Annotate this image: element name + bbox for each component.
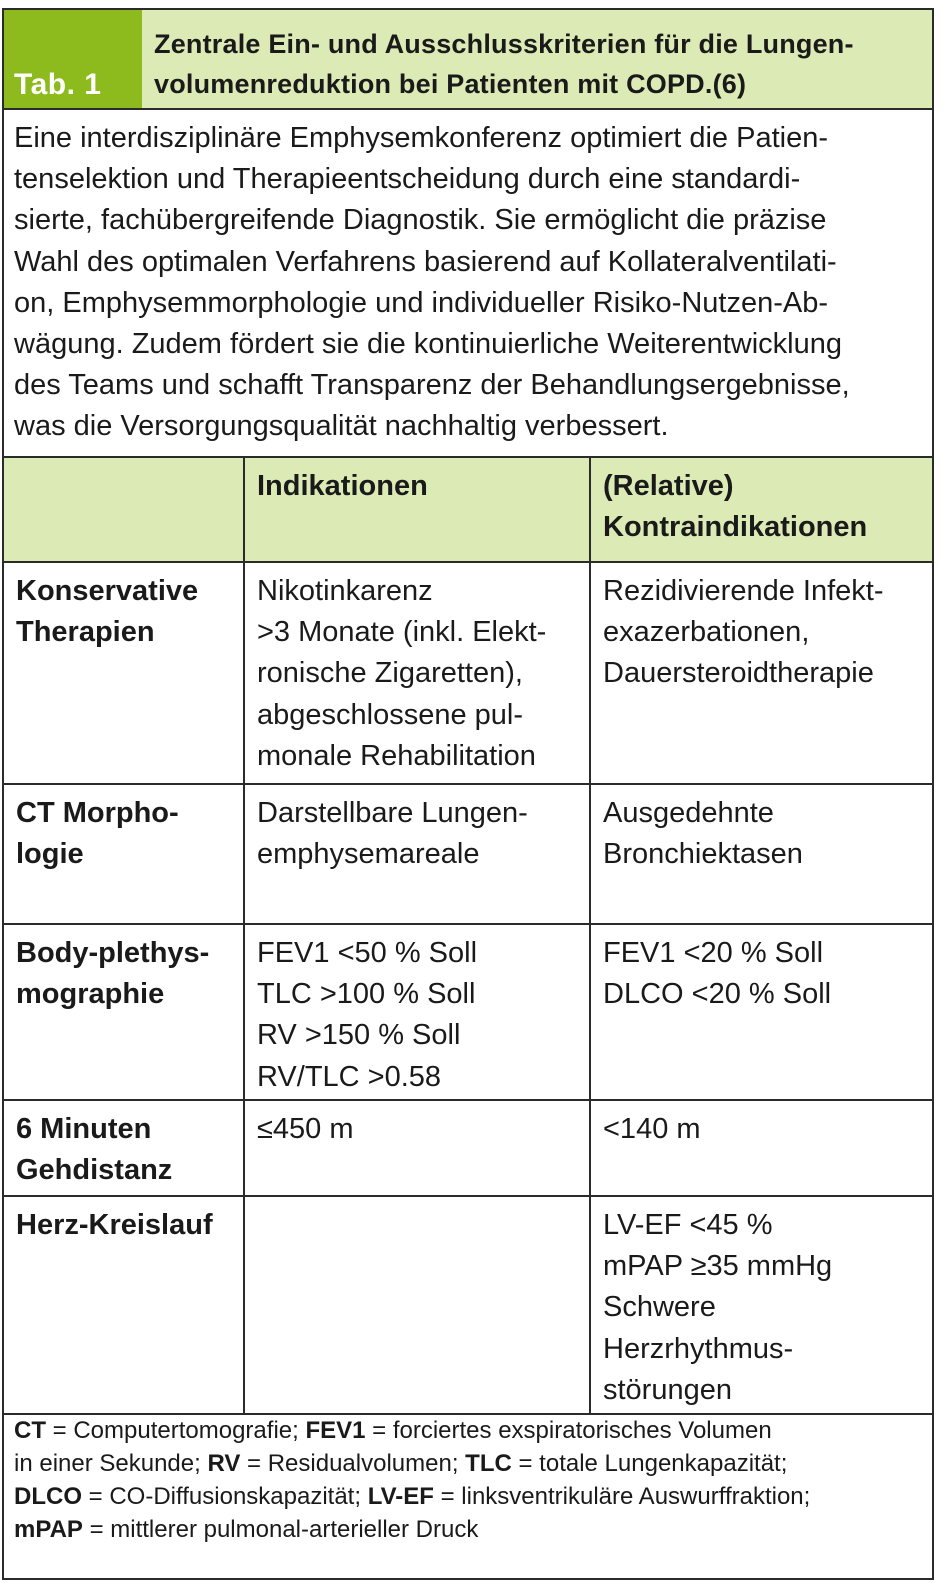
cell-line: Konservative [16,575,199,607]
abbreviation-term: TLC [465,1450,512,1477]
contraindications-cell [590,784,932,924]
footnote-line [14,1513,924,1546]
contraindications-cell [590,924,932,1100]
intro-line: was die Versorgungsqualität nachhaltig verbessert. [14,410,669,443]
criterion-cell [4,1196,244,1414]
intro-paragraph [4,108,932,458]
cell-line: Therapien [16,616,155,649]
cell-line: ronische Zigaretten), [257,657,523,690]
indications-cell [244,562,590,784]
cell-line: exazerbationen, [603,616,810,649]
intro-line: Wahl des optimalen Verfahrens basierend auf Kollateralventilati- [14,245,837,278]
intro-line: sierte, fachübergreifende Diagnostik. Sie ermöglicht die präzise [14,204,827,237]
cell-line: TLC >100 % Soll [257,978,476,1011]
cell-line: Herzrhythmus- [603,1332,794,1365]
abbreviation-definition: = linksventrikuläre Auswurffraktion; [433,1483,811,1510]
abbreviation-term: CT [14,1417,46,1444]
intro-line: tenselektion und Therapieentscheidung durch eine standardi- [14,163,801,196]
cell-line: logie [16,838,84,871]
cell-line: Bronchiektasen [603,838,803,871]
criterion-cell [4,924,244,1100]
cell-line: Darstellbare Lungen- [257,797,528,829]
indications-cell [244,784,590,924]
table-header [4,10,932,110]
cell-line: mPAP ≥35 mmHg [603,1250,833,1283]
cell-line: Ausgedehnte [603,797,774,829]
header-criterion [4,458,244,562]
criterion-cell [4,784,244,924]
table-row [4,924,932,1100]
intro-line: wägung. Zudem fördert sie die kontinuierliche Weiterentwicklung [14,328,843,361]
tab-label: Tab. 1 [14,68,102,101]
abbreviation-definition: = forciertes exspiratorisches Volumen [365,1417,772,1444]
cell-line: Schwere [603,1291,716,1324]
cell-line: abgeschlossene pul- [257,698,524,731]
cell-line: FEV1 <50 % Soll [257,937,478,969]
cell-line: Nikotinkarenz [257,575,433,607]
cell-line: RV/TLC >0.58 [257,1060,442,1093]
abbreviations-footnote [4,1408,932,1578]
abbreviation-definition: = Residualvolumen; [240,1450,466,1477]
cell-line: störungen [603,1373,732,1406]
contraindications-cell [590,1196,932,1414]
intro-line: Eine interdisziplinäre Emphysemkonferenz optimiert die Patien- [14,122,828,154]
footnote-line [14,1447,924,1480]
table-title [142,10,932,108]
cell-line: RV >150 % Soll [257,1019,461,1052]
abbreviation-term: DLCO [14,1483,82,1510]
header-line: (Relative) [603,470,734,502]
title-line: volumenreduktion bei Patienten mit COPD.(6) [154,69,747,99]
cell-line: Dauersteroidtherapie [603,657,874,690]
criteria-table [4,458,932,1415]
cell-line: emphysemareale [257,838,480,871]
abbreviation-term: LV-EF [367,1483,434,1510]
abbreviation-definition: in einer Sekunde; [14,1450,208,1477]
cell-line: Herz-Kreislauf [16,1209,213,1241]
abbreviation-definition: = CO-Diffusionskapazität; [82,1483,368,1510]
intro-line: des Teams und schafft Transparenz der Behandlungsergebnisse, [14,369,850,402]
footnote-line [14,1414,924,1447]
abbreviation-term: mPAP [14,1516,83,1543]
cell-line: CT Morpho- [16,797,179,829]
cell-line: Rezidivierende Infekt- [603,575,884,607]
intro-line: on, Emphysemmorphologie und individueller Risiko-Nutzen-Ab- [14,286,828,319]
cell-line: <140 m [603,1113,701,1145]
cell-line: ≤450 m [257,1113,354,1145]
cell-line: FEV1 <20 % Soll [603,937,824,969]
header-line: Indikationen [257,470,428,502]
indications-cell [244,1100,590,1196]
tab-label-box [4,10,142,108]
abbreviation-definition: = Computertomografie; [46,1417,306,1444]
criterion-cell [4,562,244,784]
table-frame [2,8,934,1580]
header-row [4,458,932,562]
title-line: Zentrale Ein- und Ausschlusskriterien für die Lungen- [154,29,854,59]
header-indications [244,458,590,562]
table-row [4,562,932,784]
abbreviation-definition: = totale Lungenkapazität; [511,1450,788,1477]
abbreviation-term: RV [207,1450,241,1477]
cell-line: LV-EF <45 % [603,1209,773,1241]
cell-line: mographie [16,978,165,1011]
table-row [4,1196,932,1414]
abbreviation-term: FEV1 [305,1417,366,1444]
cell-line: DLCO <20 % Soll [603,978,832,1011]
cell-line: 6 Minuten [16,1113,152,1145]
abbreviation-definition: = mittlerer pulmonal-arterieller Druck [82,1516,479,1543]
indications-cell [244,1196,590,1414]
cell-line: >3 Monate (inkl. Elekt- [257,616,547,649]
table-row [4,784,932,924]
header-line: Kontraindikationen [603,511,868,544]
cell-line: monale Rehabilitation [257,739,536,772]
footnote-line [14,1480,924,1513]
contraindications-cell [590,1100,932,1196]
header-contraindications [590,458,932,562]
cell-line: Gehdistanz [16,1154,173,1187]
cell-line: Body-plethys- [16,937,210,969]
table-row [4,1100,932,1196]
contraindications-cell [590,562,932,784]
criterion-cell [4,1100,244,1196]
indications-cell [244,924,590,1100]
